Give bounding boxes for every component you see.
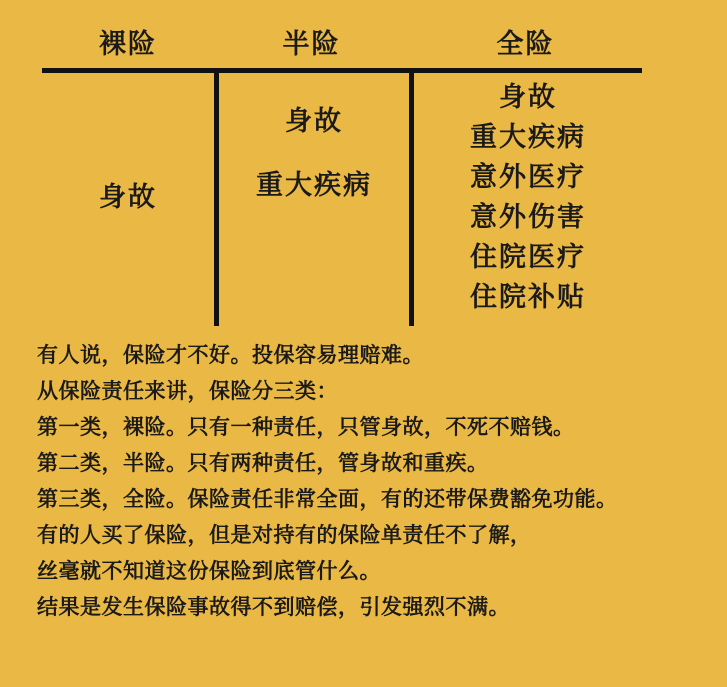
body-line: 结果是发生保险事故得不到赔偿，引发强烈不满。 [37, 595, 510, 619]
body-line: 第二类，半险。只有两种责任，管身故和重疾。 [37, 451, 489, 475]
insurance-comparison-table [0, 0, 727, 330]
body-line: 有人说，保险才不好。投保容易理赔难。 [37, 343, 424, 367]
table-column-half-insurance [219, 68, 409, 326]
table-cell: 重大疾病 [470, 122, 586, 152]
table-column-full-insurance [414, 68, 642, 326]
body-line: 丝毫就不知道这份保险到底管什么。 [37, 559, 381, 583]
table-cell: 身故 [499, 82, 557, 112]
table-header-bare-insurance: 裸险 [99, 29, 157, 59]
table-cell: 身故 [99, 182, 157, 212]
table-cell: 住院医疗 [470, 242, 586, 272]
body-text-block [37, 337, 697, 625]
table-column-bare-insurance [42, 68, 214, 326]
table-header-row [42, 24, 642, 68]
table-cell: 身故 [285, 106, 343, 136]
body-line: 第一类，裸险。只有一种责任，只管身故，不死不赔钱。 [37, 415, 575, 439]
table-header-full-insurance: 全险 [496, 29, 555, 59]
body-line: 从保险责任来讲，保险分三类： [37, 379, 338, 403]
body-line: 第三类，全险。保险责任非常全面，有的还带保费豁免功能。 [37, 487, 618, 511]
table-cell: 意外医疗 [470, 162, 586, 192]
body-line: 有的人买了保险，但是对持有的保险单责任不了解， [37, 523, 532, 547]
table-cell: 意外伤害 [470, 202, 586, 232]
table-header-half-insurance: 半险 [282, 29, 341, 59]
table-cell: 住院补贴 [470, 282, 586, 312]
table-cell: 重大疾病 [256, 170, 372, 200]
